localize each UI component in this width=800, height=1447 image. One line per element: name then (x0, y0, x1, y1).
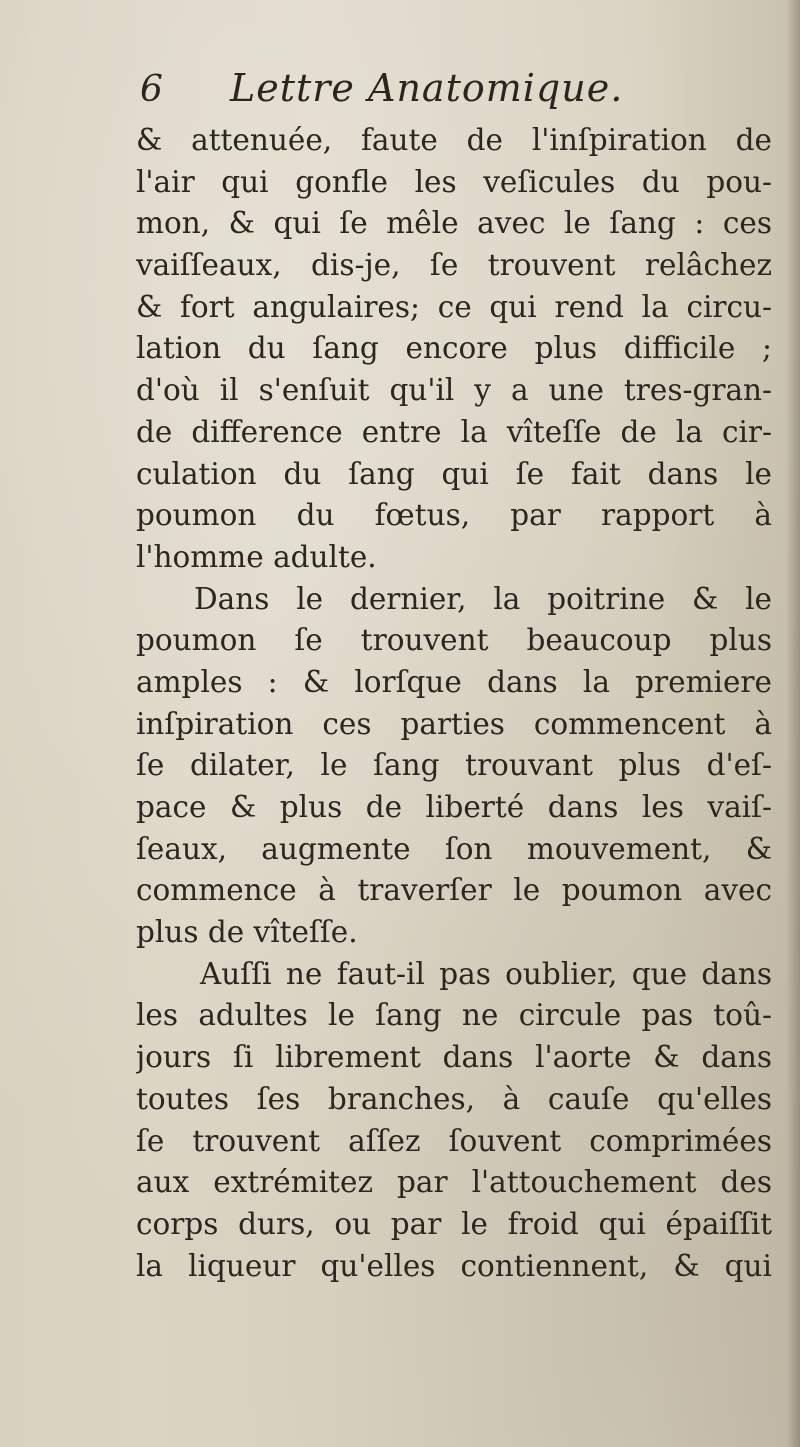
text-line: mon, & qui ſe mêle avec le ſang : ces (136, 206, 772, 241)
text-line: poumon ſe trouvent beaucoup plus (136, 623, 772, 658)
text-line: la liqueur qu'elles contiennent, & qui (136, 1248, 772, 1283)
page-header (140, 66, 623, 116)
text-line: toutes ſes branches, à cauſe qu'elles (136, 1081, 772, 1116)
text-line: inſpiration ces parties commencent à (136, 706, 772, 741)
running-head: Lettre Anatomique. (230, 66, 624, 110)
text-line: aux extrémitez par l'attouchement des (136, 1165, 772, 1200)
text-line: pace & plus de liberté dans les vaiſ- (136, 790, 772, 824)
text-line: & attenuée, faute de l'inſpiration de (136, 123, 772, 157)
text-line: les adultes le ſang ne circule pas toû- (136, 998, 772, 1033)
paragraph-start-line: Auſſi ne faut-il pas oublier, que dans (200, 956, 772, 991)
text-line: vaiſſeaux, dis-je, ſe trouvent relâchez (136, 248, 772, 283)
text-line: amples : & lorſque dans la premiere (136, 664, 772, 699)
paragraph-start-line: Dans le dernier, la poitrine & le (194, 581, 772, 616)
body-text (136, 120, 772, 1287)
page-edge-shadow (786, 0, 800, 1447)
page-number: 6 (140, 69, 163, 110)
text-line: & fort angulaires; ce qui rend la circu- (136, 289, 772, 324)
text-line: ſeaux, augmente ſon mouvement, & (136, 831, 772, 866)
text-line: poumon du fœtus, par rapport à (136, 498, 772, 533)
text-line: d'où il s'enſuit qu'il y a une tres-gran- (136, 373, 772, 408)
text-line: culation du ſang qui ſe fait dans le (136, 456, 772, 491)
text-line: l'air qui gonfle les veſicules du pou- (136, 164, 772, 199)
text-line: commence à traverſer le poumon avec (136, 873, 772, 908)
text-line: lation du ſang encore plus difficile ; (136, 331, 772, 366)
text-line: ſe trouvent aſſez ſouvent comprimées (136, 1123, 772, 1158)
text-line: jours ſi librement dans l'aorte & dans (136, 1040, 772, 1075)
text-line: de difference entre la vîteſſe de la cir- (136, 414, 772, 449)
text-line: plus de vîteſſe. (136, 915, 358, 950)
text-line: corps durs, ou par le froid qui épaiſſit (136, 1206, 772, 1241)
text-line: l'homme adulte. (136, 539, 377, 574)
text-line: ſe dilater, le ſang trouvant plus d'eſ- (136, 748, 772, 783)
